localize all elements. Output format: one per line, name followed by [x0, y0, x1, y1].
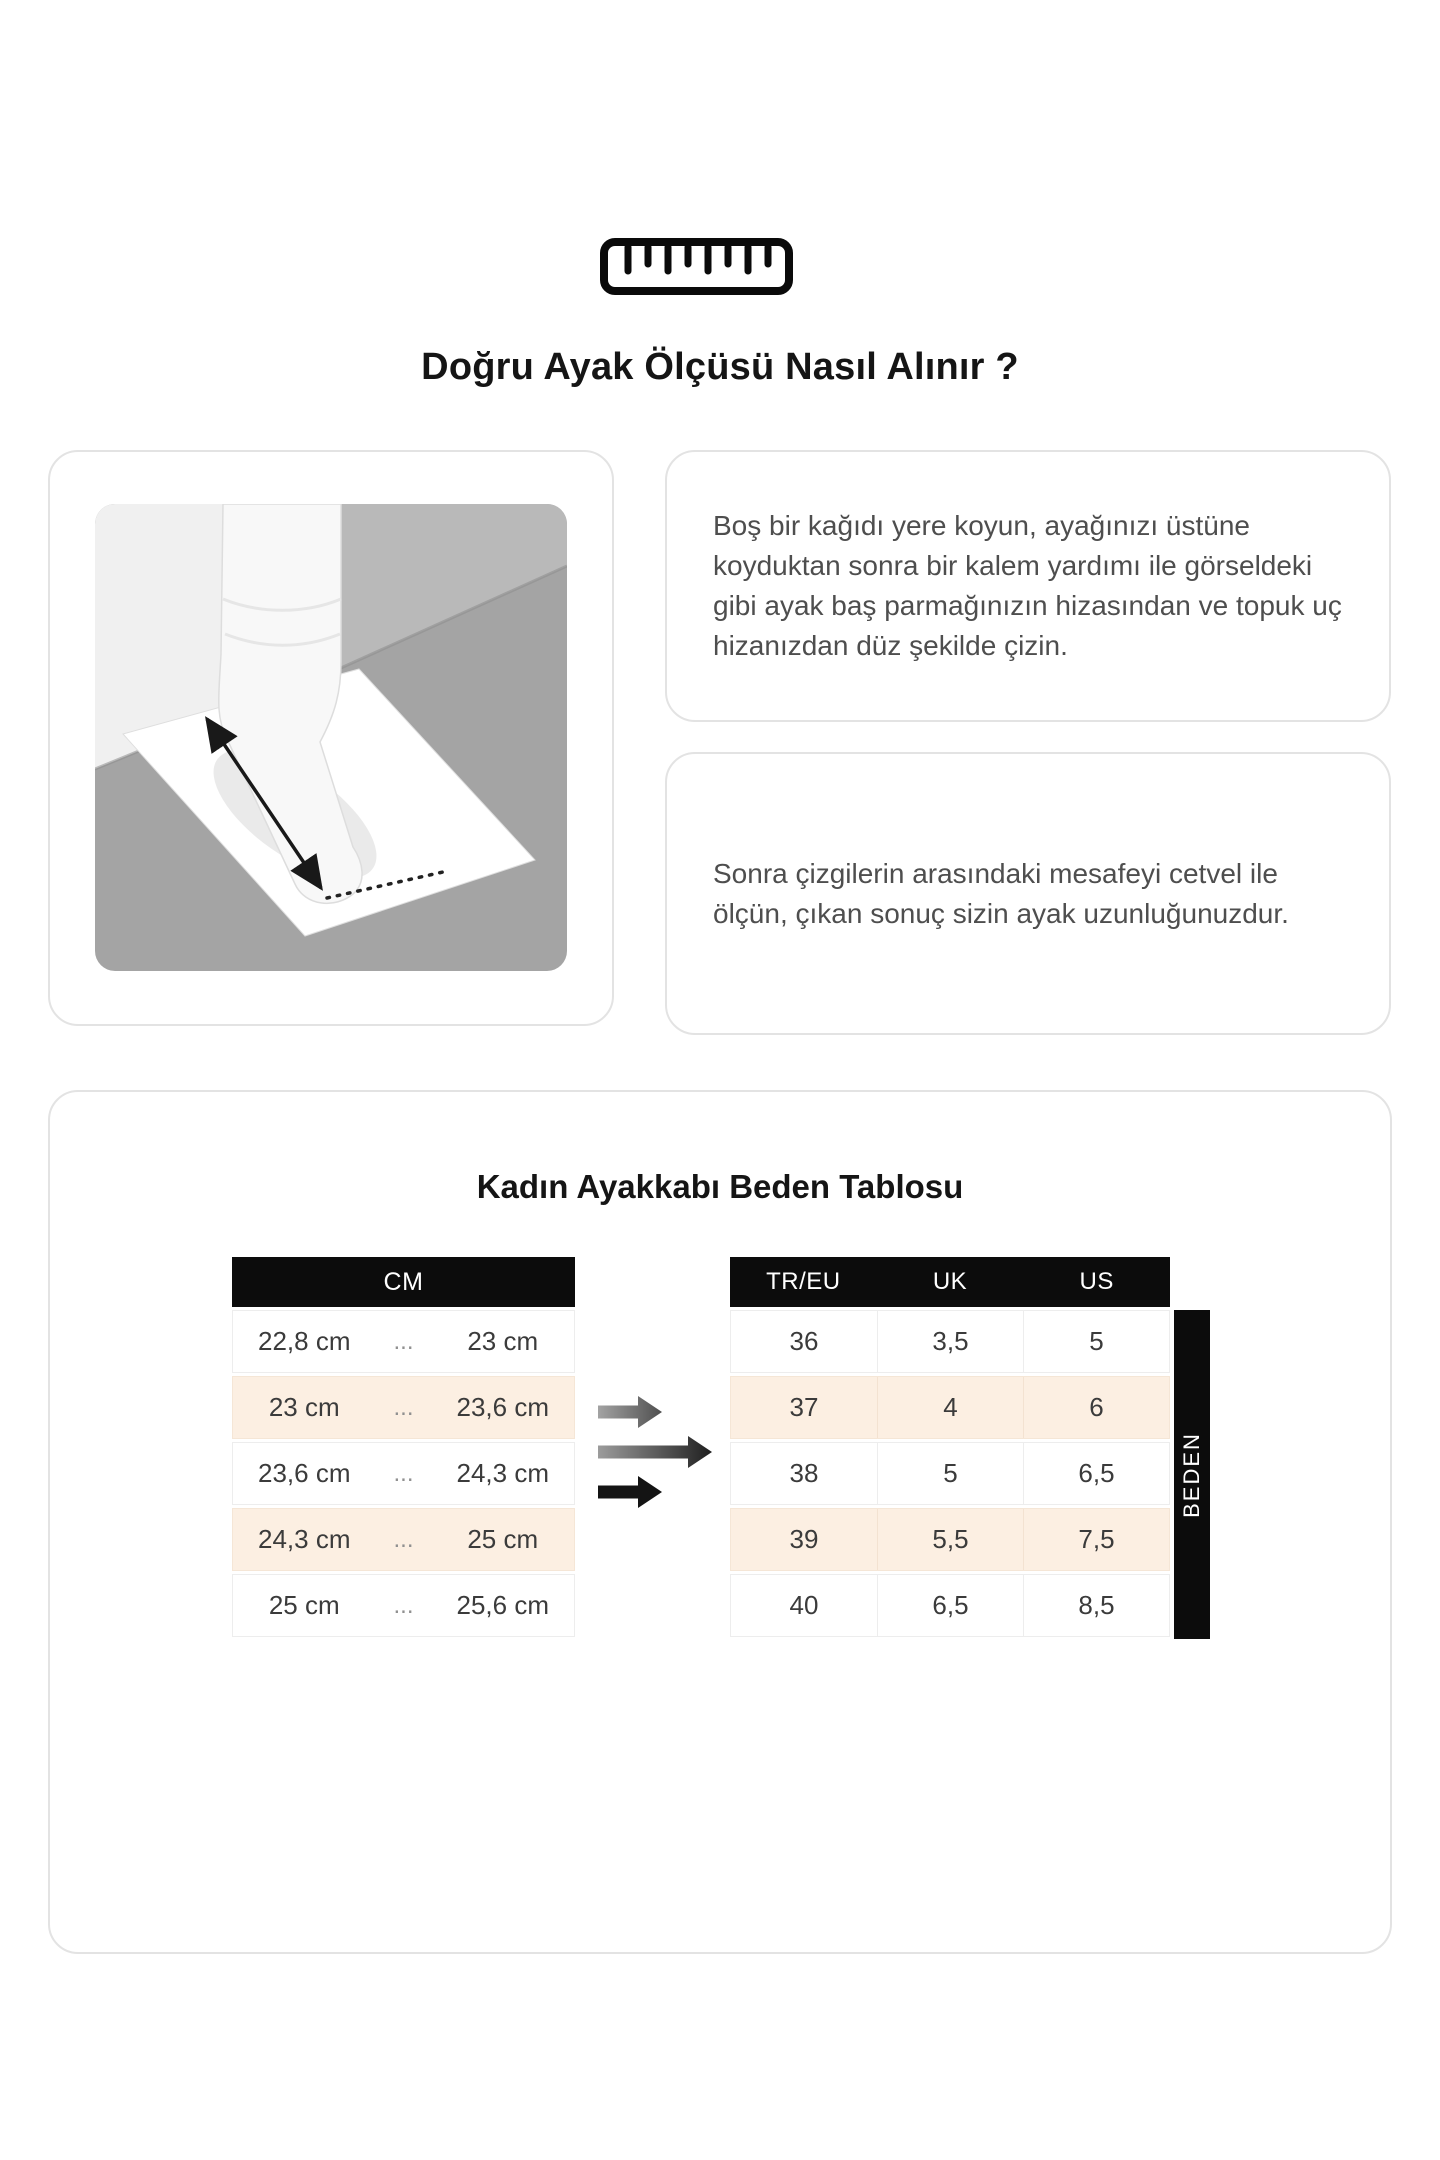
range-dots: ... — [393, 1327, 414, 1355]
header-uk: UK — [932, 1268, 968, 1295]
page-title: Doğru Ayak Ölçüsü Nasıl Alınır ? — [421, 346, 1019, 388]
instruction-box-1 — [665, 450, 1391, 722]
cm-table-header: CM — [232, 1257, 575, 1307]
international-size-table — [730, 1257, 1170, 1637]
beden-side-bar — [1174, 1310, 1210, 1639]
size-row: 38 5 6,5 — [730, 1442, 1170, 1505]
size-table-header-row — [730, 1257, 1170, 1307]
range-dots: ... — [393, 1591, 414, 1619]
size-row: 40 6,5 8,5 — [730, 1574, 1170, 1637]
foot-measurement-image — [95, 504, 567, 971]
cm-row: 23,6 cm ... 24,3 cm — [232, 1442, 575, 1505]
instruction-text-1: Boş bir kağıdı yere koyun, ayağınızı üstüne koyduktan sonra bir kalem yardımı ile görseldeki gibi ayak baş parmağınızın hizasından ve topuk uç hizanızdan düz şekilde çizin. — [713, 510, 1342, 661]
size-row: 39 5,5 7,5 — [730, 1508, 1170, 1571]
size-table-title: Kadın Ayakkabı Beden Tablosu — [476, 1168, 964, 1205]
size-row: 37 4 6 — [730, 1376, 1170, 1439]
arrows-right-icon — [590, 1390, 720, 1515]
range-dots: ... — [393, 1525, 414, 1553]
foot-photo-card — [48, 450, 614, 1026]
range-dots: ... — [393, 1459, 414, 1487]
cm-table — [232, 1257, 575, 1637]
cm-row: 23 cm ... 23,6 cm — [232, 1376, 575, 1439]
instruction-text-2: Sonra çizgilerin arasındaki mesafeyi cetvel ile ölçün, çıkan sonuç sizin ayak uzunluğunuzdur. — [713, 857, 1289, 929]
header-tr-eu: TR/EU — [766, 1268, 841, 1295]
range-dots: ... — [393, 1393, 414, 1421]
header-us: US — [1079, 1268, 1114, 1295]
size-table-card — [48, 1090, 1392, 1954]
instruction-box-2 — [665, 752, 1391, 1035]
size-row: 36 3,5 5 — [730, 1310, 1170, 1373]
beden-label: BEDEN — [1179, 1431, 1205, 1518]
cm-row: 22,8 cm ... 23 cm — [232, 1310, 575, 1373]
ruler-icon — [600, 238, 793, 295]
cm-row: 25 cm ... 25,6 cm — [232, 1574, 575, 1637]
cm-row: 24,3 cm ... 25 cm — [232, 1508, 575, 1571]
